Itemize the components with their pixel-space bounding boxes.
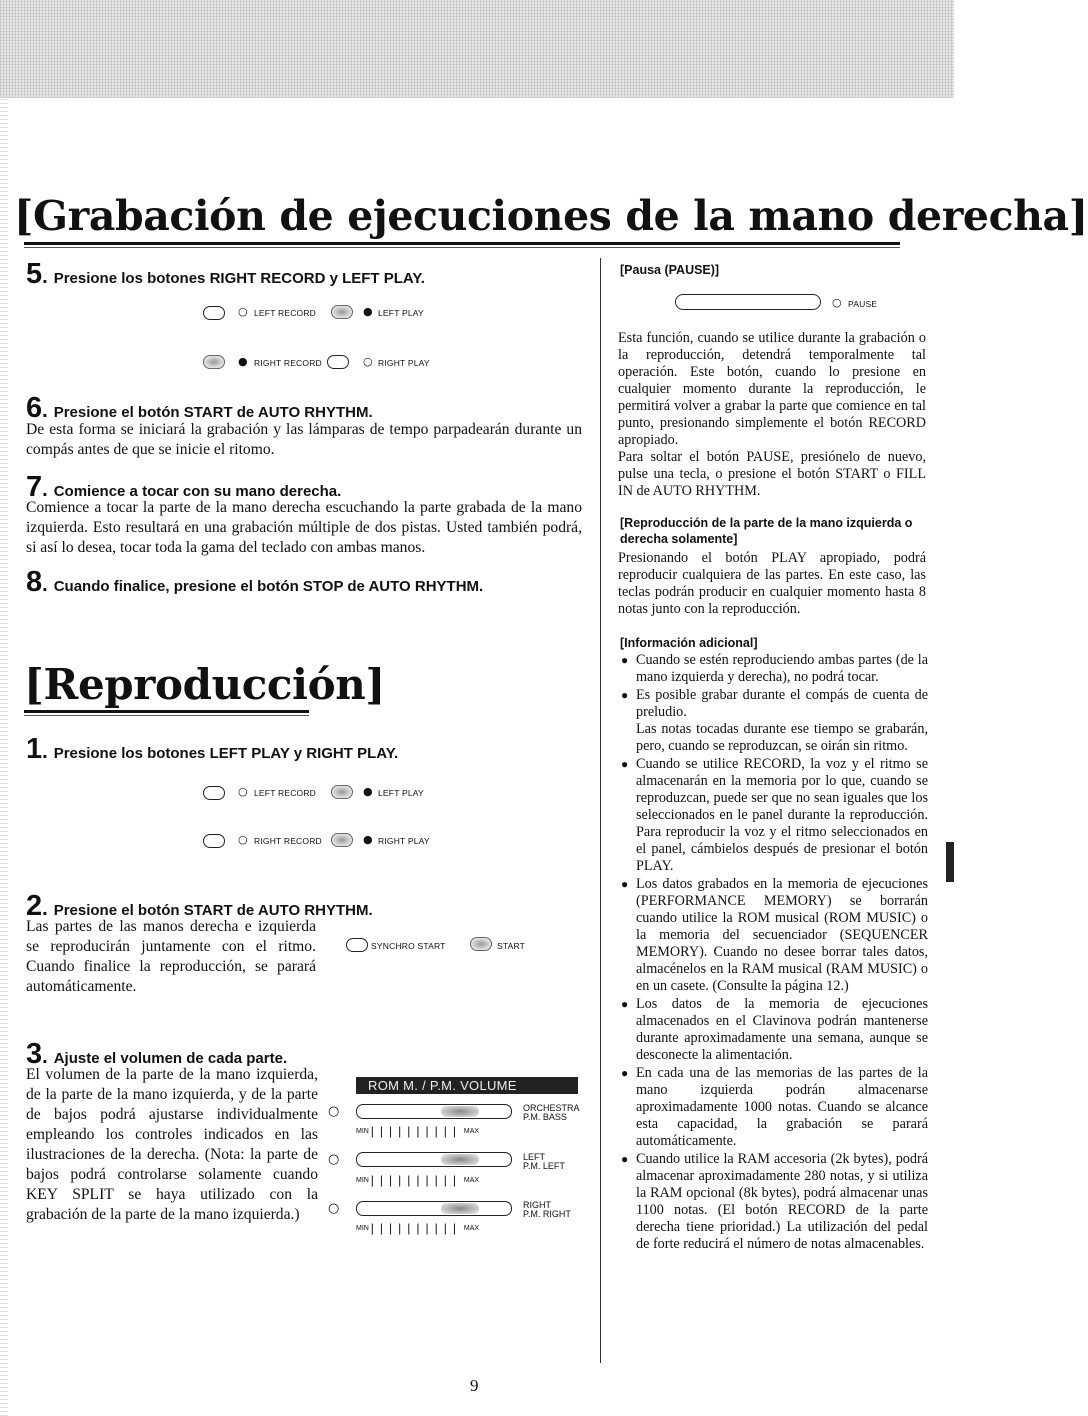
list-item: ● Cuando se utilice RECORD, la voz y el ritmo se almacenarán en la memoria por lo que, cuando se reproduzcan, puede ser que no sean iguales que los seleccionados en le panel durante la reproducción. Para reproducir la voz y el ritmo seleccionados en el panel, cámbielos después de presionar el botón PLAY. bbox=[621, 756, 928, 874]
slider-label: P.M. RIGHT bbox=[523, 1209, 571, 1219]
right-record-label: RIGHT RECORD bbox=[254, 836, 322, 846]
left-record-button[interactable] bbox=[203, 786, 225, 800]
repro-step-2-text: Las partes de las manos derecha e izquierda se reproducirán juntamente con el ritmo. Cuando finalice la reproducción, se parará automáticamente. bbox=[26, 918, 316, 995]
list-item-text: Las notas tocadas durante ese tiempo se grabarán, pero, cuando se reproduzcan, se oirán sin ritmo. bbox=[636, 721, 928, 754]
column-divider bbox=[600, 258, 601, 1363]
repro-step-2-heading: 2. Presione el botón START de AUTO RHYTHM. bbox=[26, 890, 373, 922]
step-title: Presione el botón START de AUTO RHYTHM. bbox=[53, 404, 373, 421]
list-item: ● Cuando se estén reproduciendo ambas partes (de la mano izquierda y derecha), no podrá tocar. bbox=[621, 652, 928, 685]
step-number: 7 bbox=[26, 471, 43, 503]
section-rule-thin bbox=[24, 715, 309, 716]
section-title: [Reproducción] bbox=[24, 660, 385, 709]
lamp-on-icon: ● bbox=[363, 833, 373, 846]
lamp-off-icon: ○ bbox=[238, 305, 248, 318]
left-play-label: LEFT PLAY bbox=[378, 788, 424, 798]
right-play-label: RIGHT PLAY bbox=[378, 358, 430, 368]
step-number: 8 bbox=[26, 566, 43, 598]
page-title: [Grabación de ejecuciones de la mano derecha] bbox=[14, 192, 1088, 240]
step-title: Presione los botones RIGHT RECORD y LEFT PLAY. bbox=[53, 270, 425, 287]
page-edge-mark bbox=[946, 842, 954, 882]
info-heading: [Información adicional] bbox=[620, 636, 758, 650]
step-number: 3 bbox=[26, 1038, 43, 1070]
partial-playback-heading: [Reproducción de la parte de la mano izquierda o derecha solamente] bbox=[620, 516, 913, 546]
slider-label: P.M. LEFT bbox=[523, 1161, 565, 1171]
list-item: ● Los datos de la memoria de ejecuciones almacenados en el Clavinova podrán mantenerse durante aproximadamente una semana, aunque se desconecte la alimentación. bbox=[621, 996, 928, 1063]
step-7-text: Comience a tocar la parte de la mano derecha escuchando la parte grabada de la mano izquierda. Esto resultará en una grabación múltiple de dos pistas. Usted también podrá, si así lo desea, tocar toda la gama del teclado con ambas manos. bbox=[26, 499, 582, 556]
lamp-off-icon: ○ bbox=[328, 1201, 340, 1216]
pause-label: PAUSE bbox=[848, 299, 878, 309]
left-volume-slider[interactable] bbox=[356, 1152, 512, 1167]
step-title: Presione los botones LEFT PLAY y RIGHT PLAY. bbox=[53, 745, 399, 762]
list-item-text: Los datos grabados en la memoria de ejecuciones (PERFORMANCE MEMORY) se borrarán cuando utilice la ROM musical (ROM MUSIC) o la memoria del secuenciador (SEQUENCER MEMORY). Cuando no desee borrar tales datos, almacénelos en la RAM musical (RAM MUSIC) o en un casete. (Consulte la página 12.) bbox=[636, 876, 928, 994]
right-volume-slider[interactable] bbox=[356, 1201, 512, 1216]
left-record-label: LEFT RECORD bbox=[254, 308, 317, 318]
slider-label: P.M. BASS bbox=[523, 1112, 567, 1122]
step-title: Presione el botón START de AUTO RHYTHM. bbox=[53, 902, 373, 919]
pause-release-text: Para soltar el botón PAUSE, presiónelo de nuevo, pulse una tecla, o presione el botón START o FILL IN de AUTO RHYTHM. bbox=[618, 449, 926, 499]
repro-step-3-text: El volumen de la parte de la mano izquierda, de la parte de la mano izquierda, y de la parte de bajos podrá ajustarse individualmente empleando los controles indicados en las ilustraciones de la derecha. (Nota: la parte de bajos podrá controlarse solamente cuando KEY SPLIT se haya utilizado con la grabación de la parte de la mano izquierda.) bbox=[26, 1066, 318, 1223]
right-play-button[interactable] bbox=[331, 833, 353, 847]
lamp-off-icon: ○ bbox=[238, 833, 248, 846]
lamp-on-icon: ● bbox=[363, 305, 373, 318]
list-item-text: Cuando se utilice RECORD, la voz y el ritmo se almacenarán en la memoria por lo que, cuando se reproduzcan, puede ser que no sean iguales que los seleccionados en le panel durante la reproducción. Para reproducir la voz y el ritmo seleccionados en el panel, cámbielos después de presionar el botón PLAY. bbox=[636, 756, 928, 874]
max-label: MAX bbox=[463, 1176, 480, 1184]
title-rule-thin bbox=[24, 247, 900, 248]
title-rule bbox=[24, 242, 900, 245]
info-list bbox=[618, 652, 928, 1254]
step-8-heading: 8. Cuando finalice, presione el botón STOP de AUTO RHYTHM. bbox=[26, 566, 484, 598]
slider-label: ORCHESTRA bbox=[523, 1103, 580, 1113]
step-title: Comience a tocar con su mano derecha. bbox=[53, 483, 342, 500]
slider-scale: MIN |||||||||| MAX bbox=[356, 1173, 480, 1187]
partial-playback-text: Presionando el botón PLAY apropiado, podrá reproducir cualquiera de las partes. En este caso, las teclas podrán producir en cualquier momento hasta 8 notas junto con la reproducción. bbox=[618, 550, 926, 617]
pause-text: Esta función, cuando se utilice durante la grabación o la reproducción, detendrá temporalmente tal operación. Este botón, cuando lo presione en cualquier momento durante la reproducción, le permitirá volver a grabar la parte que comience en tal punto, presionando simplemente el botón RECORD apropiado. bbox=[618, 330, 926, 448]
lamp-off-icon: ○ bbox=[328, 1152, 340, 1167]
pause-heading: [Pausa (PAUSE)] bbox=[620, 263, 720, 277]
lamp-off-icon: ○ bbox=[363, 355, 373, 368]
step-6-heading: 6. Presione el botón START de AUTO RHYTHM. bbox=[26, 392, 373, 424]
lamp-off-icon: ○ bbox=[238, 785, 248, 798]
max-label: MAX bbox=[463, 1224, 480, 1232]
slider-knob[interactable] bbox=[441, 1203, 479, 1214]
right-record-button[interactable] bbox=[203, 834, 225, 848]
section-rule bbox=[24, 710, 309, 713]
step-number: 2 bbox=[26, 890, 43, 922]
start-label: START bbox=[497, 941, 526, 951]
pause-button[interactable] bbox=[675, 294, 821, 310]
scan-edge bbox=[0, 98, 8, 1416]
list-item-text: Es posible grabar durante el compás de cuenta de preludio. bbox=[636, 687, 928, 720]
list-item: ● Cuando utilice la RAM accesoria (2k bytes), podrá almacenar aproximadamente 280 notas, y si utiliza la RAM opcional (8k bytes), podrá almacenar unas 1100 notas. (El botón RECORD de la parte derecha tiene prioridad.) La utilización del pedal de forte reducirá el número de notas almacenables. bbox=[621, 1151, 928, 1252]
right-play-button[interactable] bbox=[327, 355, 349, 369]
step-number: 5 bbox=[26, 258, 43, 290]
left-record-label: LEFT RECORD bbox=[254, 788, 317, 798]
start-button[interactable] bbox=[470, 937, 492, 951]
slider-scale: MIN |||||||||| MAX bbox=[356, 1124, 480, 1138]
list-item: ● En cada una de las memorias de las partes de la mano izquierda podrán almacenarse aproximadamente 1000 notas. Cuando se alcance esta capacidad, la grabación se parará automáticamente. bbox=[621, 1065, 928, 1149]
repro-step-1-heading: 1. Presione los botones LEFT PLAY y RIGHT PLAY. bbox=[26, 733, 399, 765]
right-record-button[interactable] bbox=[203, 355, 225, 369]
orchestra-volume-slider[interactable] bbox=[356, 1104, 512, 1119]
left-record-button[interactable] bbox=[203, 306, 225, 320]
step-7-heading: 7. Comience a tocar con su mano derecha. bbox=[26, 471, 342, 503]
max-label: MAX bbox=[463, 1127, 480, 1135]
step-title: Ajuste el volumen de cada parte. bbox=[53, 1050, 288, 1067]
list-item-text: En cada una de las memorias de las partes de la mano izquierda podrán almacenarse aproximadamente 1000 notas. Cuando se alcance esta capacidad, la grabación se parará automáticamente. bbox=[636, 1065, 928, 1149]
left-play-button[interactable] bbox=[331, 785, 353, 799]
left-play-label: LEFT PLAY bbox=[378, 308, 424, 318]
slider-label: RIGHT bbox=[523, 1200, 551, 1210]
page-number: 9 bbox=[470, 1376, 479, 1395]
volume-panel-header: ROM M. / P.M. VOLUME bbox=[356, 1077, 578, 1094]
slider-label: LEFT bbox=[523, 1152, 546, 1162]
left-play-button[interactable] bbox=[331, 305, 353, 319]
list-item-text: Los datos de la memoria de ejecuciones almacenados en el Clavinova podrán mantenerse durante aproximadamente una semana, aunque se desconecte la alimentación. bbox=[636, 996, 928, 1063]
lamp-off-icon: ○ bbox=[328, 1104, 340, 1119]
repro-step-3-heading: 3. Ajuste el volumen de cada parte. bbox=[26, 1038, 288, 1070]
synchro-start-label: SYNCHRO START bbox=[371, 941, 446, 951]
lamp-on-icon: ● bbox=[363, 785, 373, 798]
right-play-label: RIGHT PLAY bbox=[378, 836, 430, 846]
list-item: ● Los datos grabados en la memoria de ejecuciones (PERFORMANCE MEMORY) se borrarán cuando utilice la ROM musical (ROM MUSIC) o la memoria del secuenciador (SEQUENCER MEMORY). Cuando no desee borrar tales datos, almacénelos en la RAM musical (RAM MUSIC) o en un casete. (Consulte la página 12.) bbox=[621, 876, 928, 994]
right-record-label: RIGHT RECORD bbox=[254, 358, 322, 368]
slider-knob[interactable] bbox=[441, 1106, 479, 1117]
synchro-start-button[interactable] bbox=[346, 938, 368, 952]
min-label: MIN bbox=[356, 1176, 369, 1184]
lamp-on-icon: ● bbox=[238, 355, 248, 368]
min-label: MIN bbox=[356, 1127, 369, 1135]
slider-knob[interactable] bbox=[441, 1154, 479, 1165]
step-number: 1 bbox=[26, 733, 43, 765]
list-item: ● Es posible grabar durante el compás de cuenta de preludio. Las notas tocadas durante ese tiempo se grabarán, pero, cuando se reproduzcan, se oirán sin ritmo. bbox=[621, 687, 928, 754]
step-title: Cuando finalice, presione el botón STOP de AUTO RHYTHM. bbox=[53, 578, 484, 595]
min-label: MIN bbox=[356, 1224, 369, 1232]
step-6-text: De esta forma se iniciará la grabación y las lámparas de tempo parpadearán durante un compás antes de que se inicie el ritomo. bbox=[26, 421, 582, 458]
header-band bbox=[0, 0, 954, 98]
step-5-heading: 5. Presione los botones RIGHT RECORD y LEFT PLAY. bbox=[26, 258, 425, 290]
lamp-off-icon: ○ bbox=[832, 296, 842, 309]
slider-scale: MIN |||||||||| MAX bbox=[356, 1221, 480, 1235]
step-number: 6 bbox=[26, 392, 43, 424]
list-item-text: Cuando se estén reproduciendo ambas partes (de la mano izquierda y derecha), no podrá tocar. bbox=[636, 652, 928, 685]
list-item-text: Cuando utilice la RAM accesoria (2k bytes), podrá almacenar aproximadamente 280 notas, y si utiliza la RAM opcional (8k bytes), podrá almacenar unas 1100 notas. (El botón RECORD de la parte derecha tiene prioridad.) La utilización del pedal de forte reducirá el número de notas almacenables. bbox=[636, 1151, 928, 1252]
